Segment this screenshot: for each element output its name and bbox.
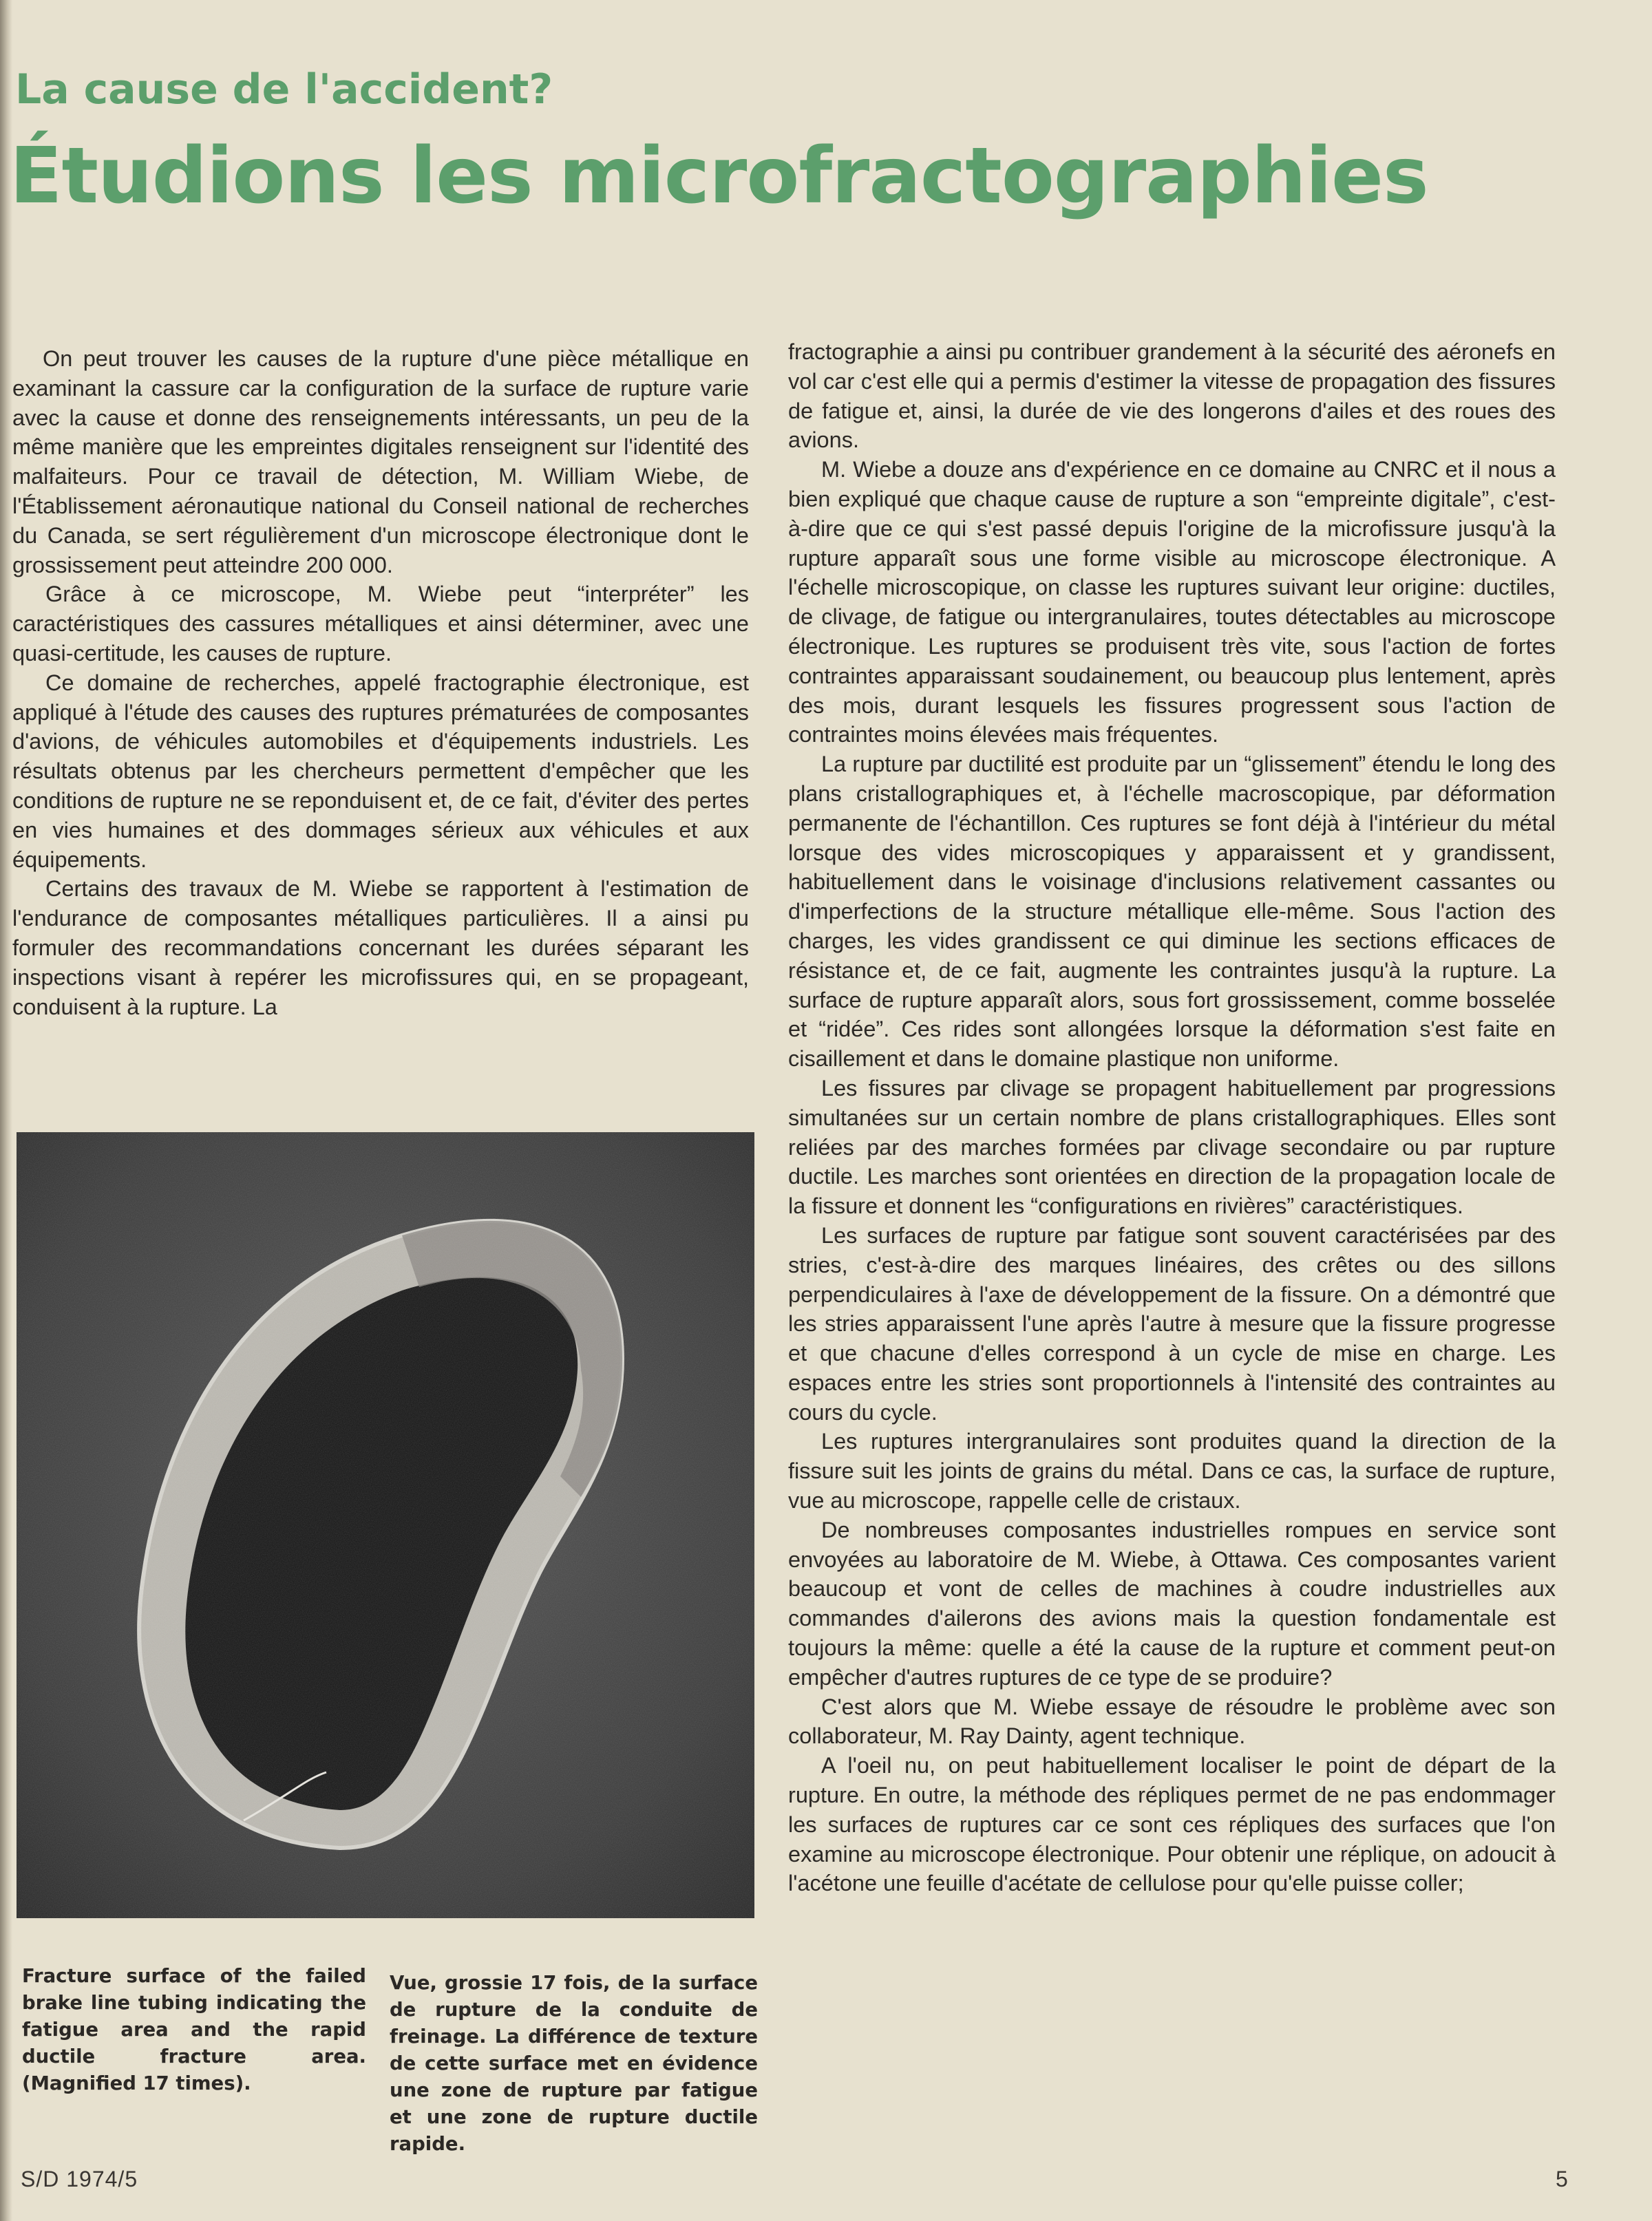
tube-ring-illustration [17,1132,754,1918]
paragraph: Les fissures par clivage se propagent habituellement par progressions simultanées sur un certain nombre de plans cristallographiques. Elles sont reliées par des marches formées par clivage secondaire ou par rupture ductile. Les marches sont orientées en direction de la propagation locale de la fissure et donnent les “configurations en rivières” caractéristiques. [788,1075,1556,1219]
right-text-column [788,337,1556,1898]
paragraph: Ce domaine de recherches, appelé fractographie électronique, est appliqué à l'étude des causes des ruptures prématurées de composantes d'avions, de véhicules automobiles et d'équipements industriels. Les résultats obtenus par les chercheurs permettent d'empêcher que les conditions de rupture ne se reponduisent et, de ce fait, d'éviter des pertes en vies humaines et des dommages sérieux aux véhicules et aux équipements. [12,670,749,872]
paragraph: Grâce à ce microscope, M. Wiebe peut “interpréter” les caractéristiques des cassures métalliques et ainsi déterminer, avec une quasi-certitude, les causes de rupture. [12,582,749,666]
paragraph: Les ruptures intergranulaires sont produites quand la direction de la fissure suit les joints de grains du métal. Dans ce cas, la surface de rupture, vue au microscope, rappelle celle de cristaux. [788,1429,1556,1513]
page-binding-edge [0,0,12,2221]
paragraph: A l'oeil nu, on peut habituellement localiser le point de départ de la rupture. En outre, la méthode des répliques permet de ne pas endommager les surfaces de ruptures car ce sont ces répliques des surfaces que l'on examine au microscope électronique. Pour obtenir une réplique, on adoucit à l'acétone une feuille d'acétate de cellulose pour qu'elle puisse coller; [788,1753,1556,1896]
paragraph: De nombreuses composantes industrielles rompues en service sont envoyées au laboratoire de M. Wiebe, à Ottawa. Ces composantes varient beaucoup et vont de celles de machines à coudre industrielles aux commandes d'ailerons des avions mais la question fondamentale est toujours la même: quelle a été la cause de la rupture et comment peut-on empêcher d'autres ruptures de ce type de se produire? [788,1517,1556,1690]
fracture-surface-photo [17,1132,754,1918]
photo-caption-french: Vue, grossie 17 fois, de la surface de rupture de la conduite de freinage. La différence de texture de cette surface met en évidence une zone de rupture par fatigue et une zone de rupture ductile rapide. [390,1972,758,2155]
article-title: Étudions les microfractographies [10,131,1428,221]
paragraph: La rupture par ductilité est produite par un “glissement” étendu le long des plans cristallographiques et, à l'échelle macroscopique, par déformation permanente de l'échantillon. Ces ruptures se font déjà à l'intérieur du métal lorsque des vides microscopiques y apparaissent et y grandissent, habituellement dans le voisinage d'inclusions relativement cassantes ou d'imperfections de la structure métallique elle-même. Sous l'action des charges, les vides grandissent ce qui diminue les sections efficaces de résistance et, de ce fait, augmente les contraintes jusqu'à la rupture. La surface de rupture apparaît alors, sous fort grossissement, comme bosselée et “ridée”. Ces rides sont allongées lorsque la déformation s'est faite en cisaillement et dans le domaine plastique non uniforme. [788,752,1556,1072]
left-text-column [12,344,749,1021]
paragraph: M. Wiebe a douze ans d'expérience en ce domaine au CNRC et il nous a bien expliqué que chaque cause de rupture a son “empreinte digitale”, c'est-à-dire que ce qui s'est passé depuis l'origine de la microfissure jusqu'à la rupture apparaît sous une forme visible au microscope électronique. A l'échelle microscopique, on classe les ruptures suivant leur origine: ductiles, de clivage, de fatigue ou intergranulaires, toutes détectables au microscope électronique. Les ruptures se produisent très vite, sous l'action de fortes contraintes apparaissant soudainement, ou beaucoup plus lentement, après des mois, durant lesquels les fissures progressent sous l'action de contraintes moins élevées mais fréquentes. [788,457,1556,747]
paragraph: C'est alors que M. Wiebe essaye de résoudre le problème avec son collaborateur, M. Ray Dainty, agent technique. [788,1694,1556,1749]
page-number: 5 [1556,2167,1568,2191]
paragraph: On peut trouver les causes de la rupture d'une pièce métallique en examinant la cassure car la configuration de la surface de rupture varie avec la cause et donne des renseignements intéressants, un peu de la même manière que les empreintes digitales renseignent sur l'identité des malfaiteurs. Pour ce travail de détection, M. William Wiebe, de l'Établissement aéronautique national du Conseil national de recherches du Canada, se sert régulièrement d'un microscope électronique dont le grossissement peut atteindre 200 000. [12,346,749,577]
paragraph: Les surfaces de rupture par fatigue sont souvent caractérisées par des stries, c'est-à-dire des marques linéaires, des crêtes ou des sillons perpendiculaires à l'axe de développement de la fissure. On a démontré que les stries apparaissent l'une après l'autre à mesure que la fissure progresse et que chacune d'elles correspond à un cycle de mise en charge. Les espaces entre les stries sont proportionnels à l'intensité des contraintes au cours du cycle. [788,1222,1556,1425]
article-kicker: La cause de l'accident? [15,65,553,114]
issue-footer: S/D 1974/5 [21,2167,138,2191]
paragraph: fractographie a ainsi pu contribuer grandement à la sécurité des aéronefs en vol car c'est elle qui a permis d'estimer la vitesse de propagation des fissures de fatigue et, ainsi, la durée de vie des longerons d'ailes et des roues des avions. [788,339,1556,453]
photo-caption-english: Fracture surface of the failed brake line tubing indicating the fatigue area and the rapid ductile fracture area. (Magnified 17 times). [22,1965,366,2094]
paragraph: Certains des travaux de M. Wiebe se rapportent à l'estimation de l'endurance de composantes métalliques particulières. Il a ainsi pu formuler des recommandations concernant les durées séparant les inspections visant à repérer les microfissures qui, en se propageant, conduisent à la rupture. La [12,876,749,1019]
